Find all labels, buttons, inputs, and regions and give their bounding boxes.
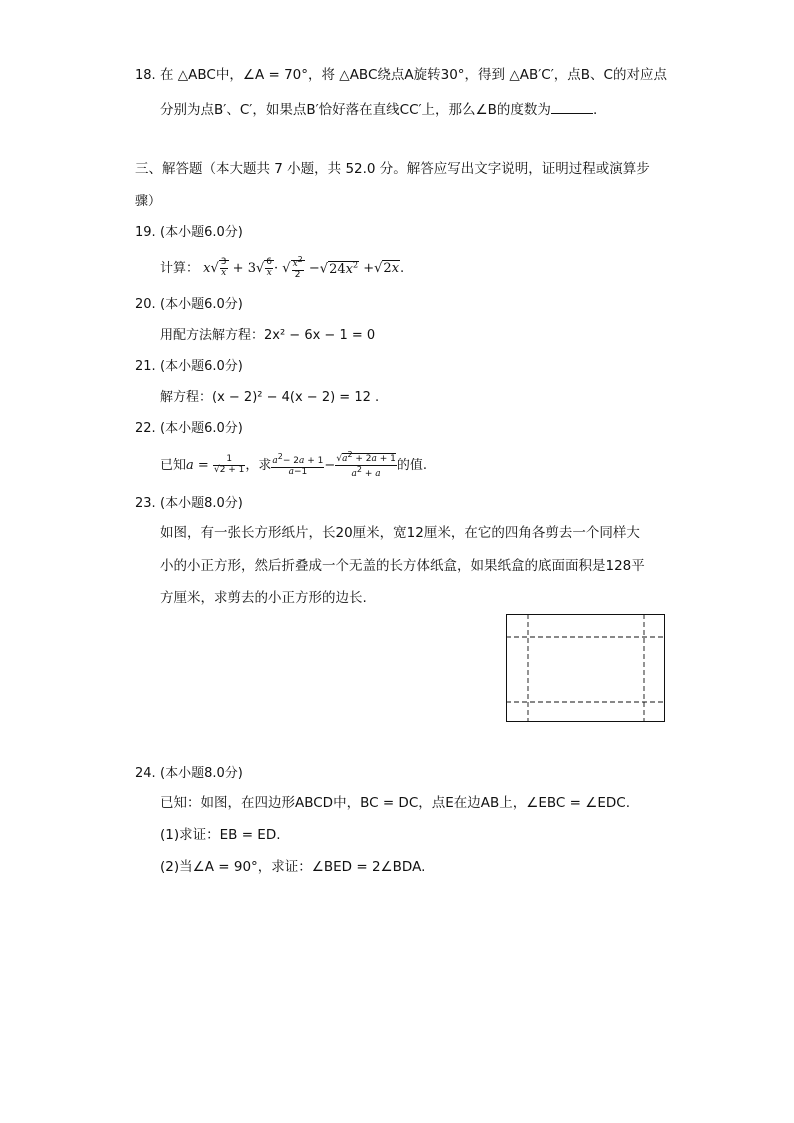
- q24-part1: (1)求证：EB = ED.: [160, 827, 281, 843]
- q22-number: 22.: [135, 421, 156, 436]
- q23-score: (本小题8.0分): [160, 496, 243, 511]
- q19-score: (本小题6.0分): [160, 225, 243, 240]
- q22-prefix: 已知: [160, 457, 187, 473]
- q21-score: (本小题6.0分): [160, 359, 243, 374]
- paper-cut-figure: [506, 614, 665, 722]
- q19-prefix: 计算：: [160, 260, 200, 276]
- q21-problem: 解方程：(x − 2)² − 4(x − 2) = 12 .: [160, 390, 380, 405]
- q18-line1: 在 △ABC中，∠A = 70°，将 △ABC绕点A旋转30°，得到 △AB′C′，点B、C的对应点: [160, 67, 667, 83]
- answer-blank: [551, 102, 593, 114]
- q19-number: 19.: [135, 225, 156, 240]
- q24-score: (本小题8.0分): [160, 766, 243, 781]
- q19-expression: x√ $\frac{3}{x}$ + 3√ $\frac{6}{x}$ · √ $\frac{x^2}{2}$ $-√24x^2 +√2x$.: [203, 255, 405, 280]
- q24-part2: (2)当∠A = 90°，求证：∠BED = 2∠BDA.: [160, 859, 426, 875]
- q18-line2-text: 分别为点B′、C′，如果点B′恰好落在直线CC′上，那么∠B的度数为: [160, 102, 551, 118]
- q20-problem: 用配方法解方程：2x² − 6x − 1 = 0: [160, 328, 376, 343]
- q18-number: 18.: [135, 68, 156, 83]
- q23-line2: 小的小正方形，然后折叠成一个无盖的长方体纸盒，如果纸盒的底面面积是128平: [160, 558, 645, 574]
- q20-score: (本小题6.0分): [160, 297, 243, 312]
- q21-number: 21.: [135, 359, 156, 374]
- q23-line3: 方厘米，求剪去的小正方形的边长.: [160, 590, 367, 606]
- q19-problem: [160, 256, 404, 282]
- q20-number: 20.: [135, 297, 156, 312]
- section3-heading: 三、解答题（本大题共 7 小题，共 52.0 分。解答应写出文字说明，证明过程或演算步: [135, 161, 650, 177]
- q22-score: (本小题6.0分): [160, 421, 243, 436]
- q22-suffix: 的值.: [396, 457, 428, 473]
- q24-line1: 已知：如图，在四边形ABCD中，BC = DC，点E在边AB上，∠EBC = ∠EDC.: [160, 795, 630, 811]
- q24-number: 24.: [135, 766, 156, 781]
- q23-number: 23.: [135, 496, 156, 511]
- q18-line2-end: .: [592, 102, 598, 118]
- q18-line2: [160, 102, 597, 118]
- section3-heading-cont: 骤）: [135, 194, 162, 209]
- q22-expression: a = $\frac{1}{√2 + 1}$ ，求 $\frac{a^2- 2a + 1}{a-1}$ − $\frac{√a^2 + 2a + 1}{a^2 + a}$: [186, 450, 396, 479]
- paper-outline: [507, 615, 665, 722]
- q22-problem: [160, 451, 427, 483]
- q23-line1: 如图，有一张长方形纸片，长20厘米，宽12厘米，在它的四角各剪去一个同样大: [160, 525, 640, 541]
